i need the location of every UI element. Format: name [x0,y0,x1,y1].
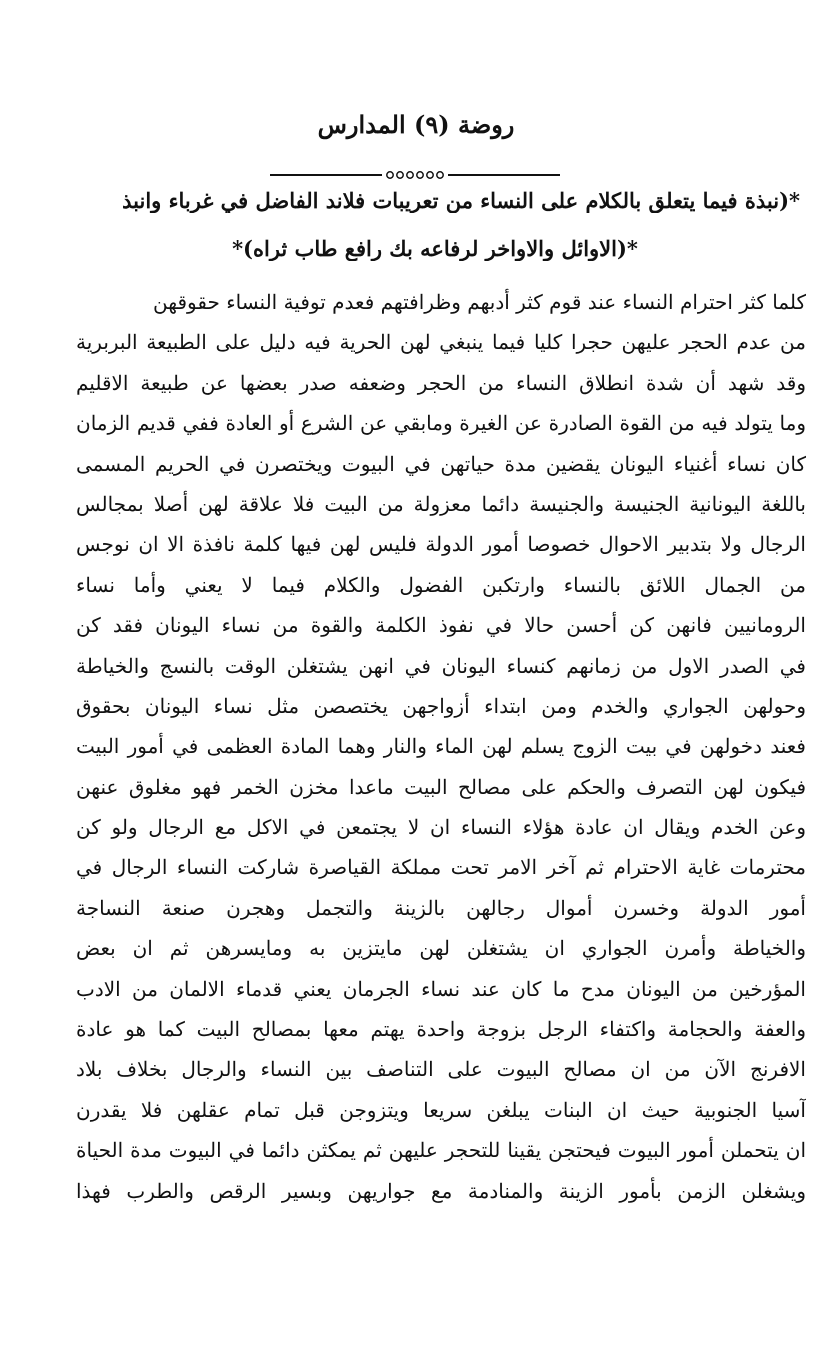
body-line: والخياطة وأمرن الجواري ان يشتغلن لهن مايتزين به ومايسرهن ثم ان بعض [76,936,806,961]
body-line: والعفة والحجامة واكتفاء الرجل بزوجة واحدة يهتم معها بمصالح البيت كما هو عادة [76,1017,806,1042]
body-line: فيكون لهن التصرف والحكم على مصالح البيت ماعدا مخزن الخمر فهو مغلوق عنهن [76,774,806,799]
section-heading-line-1: *(نبذة فيما يتعلق بالكلام على النساء من تعريبات فلاند الفاضل في غرباء وانبذ [122,188,800,213]
body-line: وحولهن الجواري والخدم ومن ابتداء أزواجهن يختصصن مثل نساء اليونان بحقوق [76,693,806,718]
body-line: كلما كثر احترام النساء عند قوم كثر أدبهم وظرافتهم فعدم توفية النساء حقوقهن [153,290,806,314]
body-line: كان نساء أغنياء اليونان يقضين مدة حياتهن في البيوت ويختصرن في الحريم المسمى [76,451,806,476]
body-line: الرومانيين فانهن كن أحسن حالا في نفوذ الكلمة والقوة من نساء اليونان فقد كن [76,613,806,638]
body-line: في الصدر الاول من زمانهم كنساء اليونان في انهن يشتغلن الوقت بالنسج والخياطة [76,653,806,678]
body-line: آسيا الجنوبية حيث ان البنات يبلغن سريعا ويتزوجن قبل تمام عقلهن فلا يقدرن [76,1097,806,1122]
body-line: الافرنج الآن من ان مصالح البيوت على التناصف بين النساء والرجال بخلاف بلاد [76,1057,806,1082]
body-line: من عدم الحجر عليهن حجرا كليا فيما ينبغي لهن الحرية فيه دليل على الطبيعة البربرية [76,330,806,355]
body-line: المؤرخين من اليونان مدح ما كان عند نساء الجرمان يعني قدماء الالمان من الادب [76,976,806,1001]
body-line: وعن الخدم ويقال ان عادة هؤلاء النساء ان لا يجتمعن في الاكل مع الرجال ولو كن [76,815,806,840]
body-line: وقد شهد أن شدة انطلاق النساء من الحجر وضعفه صدر بعضها عن طبيعة الاقليم [76,370,806,395]
body-line: ان يتحملن أمور البيوت فيحتجن يقينا للتحجر عليهن ثم يمكثن دائما في البيوت مدة الحياة [76,1138,806,1163]
body-line: باللغة اليونانية الجنيسة والجنيسة دائما معزولة من البيت فلا علاقة لهن أصلا بمجالس [76,491,806,516]
body-line: أمور الدولة وخسرن أموال رجالهن بالزينة والتجمل وهجرن صنعة النساجة [76,895,806,920]
body-line: ويشغلن الزمن بأمور الزينة والمنادمة مع جواريهن وبسير الرقص والطرب فهذا [76,1178,806,1203]
ornament-rule-icon [270,168,560,182]
body-line: فعند دخولهن في بيت الزوج يسلم لهن الماء والنار وهما المادة العظمى في أمور البيت [76,734,806,759]
body-line: وما يتولد فيه من القوة الصادرة عن الغيرة ومابقي عن الشرع أو العادة ففي قديم الزمان [76,411,806,436]
body-line: الرجال ولا بتدبير الاحوال خصوصا أمور الدولة فليس لهن فيها كلمة نافذة الا ان نوجس [76,532,806,557]
body-line: محترمات غاية الاحترام ثم آخر الامر تحت مملكة القياصرة شاركت النساء الرجال في [76,855,806,880]
body-text [76,282,806,1211]
running-head: روضة (٩) المدارس [317,110,515,139]
body-line: من الجمال اللائق بالنساء وارتكبن الفضول والكلام فيما لا يعني وأما نساء [76,572,806,597]
section-heading-line-2: *(الاوائل والاواخر لرفاعه بك رافع طاب ثراه)* [232,236,638,261]
